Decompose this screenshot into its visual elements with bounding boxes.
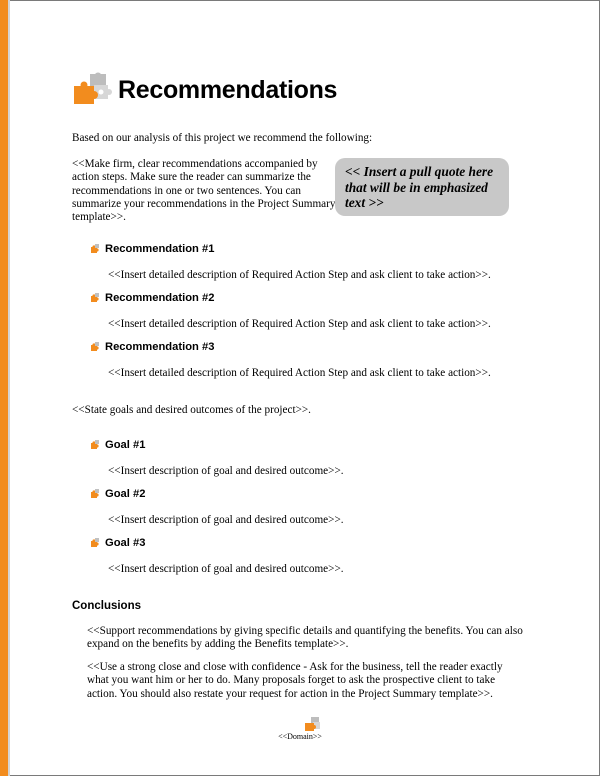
recommendation-heading: Recommendation #3 (90, 341, 214, 353)
conclusion-paragraph: <<Use a strong close and close with confidence - Ask for the business, tell the reader exactly what you want him or her to do. Many proposals forget to ask the prospective client to take action. You should also restate your request for action in the Project Summary template>>. (87, 661, 503, 700)
conclusion-paragraph: <<Support recommendations by giving specific details and quantifying the benefits. You can also expand on the benefits by adding the Benefits template>>. (87, 625, 523, 651)
recommendation-description: <<Insert detailed description of Required Action Step and ask client to take action>>. (108, 367, 491, 379)
puzzle-bullet-icon (90, 293, 100, 303)
goal-heading: Goal #1 (90, 439, 145, 451)
puzzle-bullet-icon (90, 342, 100, 352)
goal-heading: Goal #2 (90, 488, 145, 500)
recommendation-description: <<Insert detailed description of Required Action Step and ask client to take action>>. (108, 318, 491, 330)
pull-quote: << Insert a pull quote here that will be in emphasized text >> (335, 158, 509, 216)
goal-description: <<Insert description of goal and desired outcome>>. (108, 465, 344, 477)
page-title: Recommendations (118, 75, 338, 104)
conclusions-heading: Conclusions (72, 600, 142, 612)
recommendation-heading: Recommendation #1 (90, 243, 214, 255)
goal-description: <<Insert description of goal and desired outcome>>. (108, 514, 344, 526)
footer-domain: <<Domain>> (278, 732, 322, 741)
footer-puzzle-icon (303, 716, 323, 732)
goal-description: <<Insert description of goal and desired outcome>>. (108, 563, 344, 575)
puzzle-bullet-icon (90, 538, 100, 548)
accent-stripe (0, 0, 8, 776)
accent-stripe-shadow (8, 0, 10, 776)
puzzle-bullet-icon (90, 489, 100, 499)
page-header (72, 72, 337, 108)
recommendation-paragraph: <<Make firm, clear recommendations accompanied by action steps. Make sure the reader can summarize the recommendations in one or two sentences. You can summarize your recommendations in the Project Summary template>>. (72, 158, 336, 224)
intro-text: Based on our analysis of this project we recommend the following: (72, 132, 373, 144)
goal-heading: Goal #3 (90, 537, 145, 549)
puzzle-logo-icon (72, 72, 116, 108)
puzzle-bullet-icon (90, 440, 100, 450)
recommendation-heading: Recommendation #2 (90, 292, 214, 304)
goals-intro: <<State goals and desired outcomes of the project>>. (72, 404, 311, 416)
puzzle-bullet-icon (90, 244, 100, 254)
recommendation-description: <<Insert detailed description of Required Action Step and ask client to take action>>. (108, 269, 491, 281)
